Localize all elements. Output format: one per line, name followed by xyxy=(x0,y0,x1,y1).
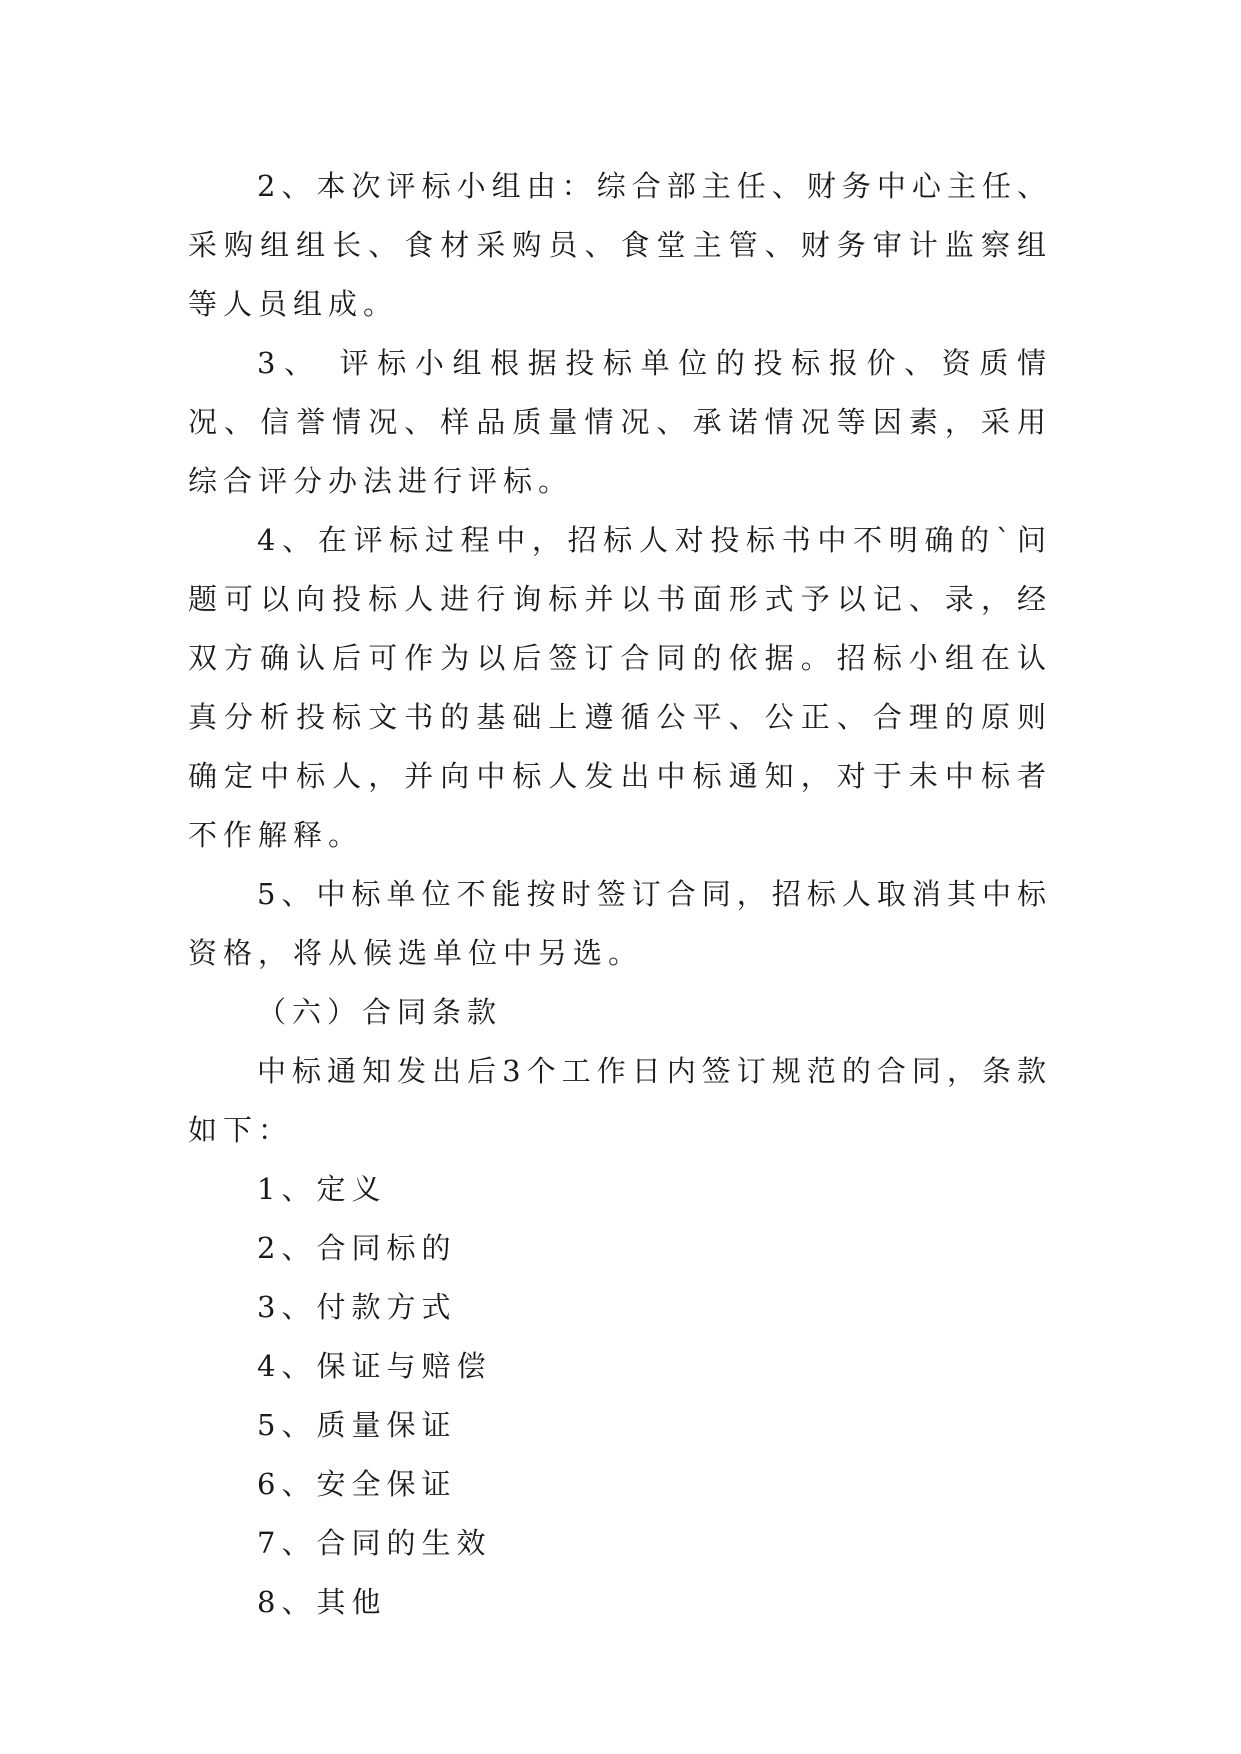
clause-item: 4、保证与赔偿 xyxy=(257,1349,492,1383)
clause-item: 3、付款方式 xyxy=(257,1290,457,1324)
clause-item: 1、定义 xyxy=(257,1172,387,1206)
paragraph-evaluation-panel: 2、本次评标小组由：综合部主任、财务中心主任、采购组组长、食材采购员、食堂主管、财务审计监察组等人员组成。 xyxy=(188,169,1052,321)
paragraph-evaluation-method: 3、 评标小组根据投标单位的投标报价、资质情况、信誉情况、样品质量情况、承诺情况等因素，采用综合评分办法进行评标。 xyxy=(188,346,1052,498)
section-heading-contract-terms: （六）合同条款 xyxy=(257,995,503,1029)
paragraph-contract-signing: 5、中标单位不能按时签订合同，招标人取消其中标资格，将从候选单位中另选。 xyxy=(188,877,1052,970)
clause-item: 8、其他 xyxy=(257,1585,387,1619)
clause-item: 2、合同标的 xyxy=(257,1231,457,1265)
contract-clause-list xyxy=(188,1160,1052,1632)
clause-item: 7、合同的生效 xyxy=(257,1526,492,1560)
clause-item: 5、质量保证 xyxy=(257,1408,457,1442)
document-body xyxy=(188,157,1052,1632)
clause-item: 6、安全保证 xyxy=(257,1467,457,1501)
paragraph-contract-intro: 中标通知发出后3个工作日内签订规范的合同，条款如下： xyxy=(188,1054,1052,1147)
paragraph-evaluation-process: 4、在评标过程中，招标人对投标书中不明确的`问题可以向投标人进行询标并以书面形式予以记、录，经双方确认后可作为以后签订合同的依据。招标小组在认真分析投标文书的基础上遵循公平、公正、合理的原则确定中标人，并向中标人发出中标通知，对于未中标者不作解释。 xyxy=(188,523,1052,852)
